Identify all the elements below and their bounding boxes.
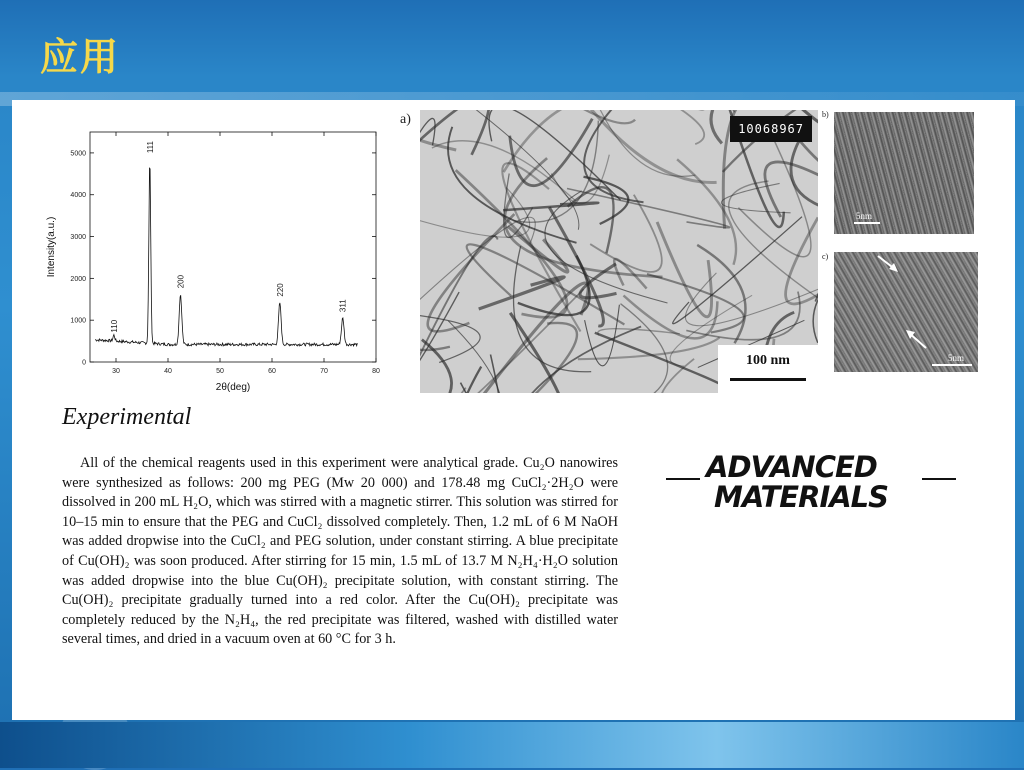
- experimental-body: All of the chemical reagents used in this experiment were analytical grade. Cu₂O nanowires were synthesized as follows: 200 mg PEG (Mw 20 000) and 178.48 mg CuCl₂·2H₂O were dissolved in 200 mL H₂O, which was stirred with a magnetic stirrer. This solution was stirred for 10–15 min to ensure that the PEG and CuCl₂ dissolved completely. Then, 1.2 mL of 6 M NaOH was added dropwise into the CuCl₂ and PEG solution, under constant stirring. A blue precipitate of Cu(OH)₂ was soon produced. After stirring for 15 min, 1.5 mL of 13.7 M N₂H₄·H₂O solution was added dropwise into the blue Cu(OH)₂ precipitate solution, with constant stirring. The Cu(OH)₂ precipitate gradually turned into a red color. After the Cu(OH)₂ precipitate was completely reduced by the N₂H₄, the red precipitate was filtered, washed with distilled water several times, and dried in a vacuum oven at 60 °C for 3 h.: [62, 455, 618, 648]
- slide-title: 应用: [40, 35, 121, 79]
- peak-label: 200: [176, 274, 186, 289]
- panel-a-label: a): [400, 112, 411, 127]
- plot-frame: [90, 132, 376, 362]
- nanowire-strand: [420, 292, 459, 383]
- hrtem-image-b: [834, 112, 974, 234]
- nanowire-strand: [512, 323, 577, 393]
- scale-bar-label: 100 nm: [746, 353, 790, 368]
- hr-c-scale-bar: [932, 364, 972, 366]
- footer-band: [0, 722, 1024, 768]
- logo-line-2: MATERIALS: [714, 480, 889, 514]
- nanowire-strand: [446, 289, 584, 393]
- tem-image-main: [420, 110, 818, 393]
- panel-b-label: b): [822, 110, 829, 119]
- peak-label: 111: [145, 141, 155, 154]
- hr-b-scale-label: 5nm: [856, 211, 873, 221]
- nanowire-strand: [573, 110, 704, 144]
- nanowire-strand: [461, 355, 503, 394]
- peak-label: 220: [275, 283, 285, 297]
- xrd-pattern-line: [95, 168, 357, 346]
- peak-labels: [110, 140, 348, 332]
- y-tick-label: 4000: [70, 192, 86, 200]
- x-tick-label: 60: [268, 368, 276, 375]
- x-tick-label: 40: [164, 368, 172, 375]
- peak-label: 110: [109, 319, 119, 333]
- logo-rule-right: [922, 478, 956, 480]
- nanowire-strand: [697, 245, 745, 343]
- x-tick-label: 50: [216, 368, 224, 375]
- scale-bar-box: [718, 345, 818, 393]
- y-tick-label: 2000: [70, 275, 86, 283]
- xrd-chart: [40, 112, 390, 404]
- advanced-materials-logo: [666, 450, 956, 514]
- y-tick-label: 5000: [70, 150, 86, 158]
- peak-label: 311: [338, 299, 348, 313]
- x-tick-label: 70: [320, 368, 328, 375]
- nanowire-strand: [420, 236, 498, 373]
- experimental-heading: Experimental: [62, 404, 192, 430]
- nanowire-strand: [510, 119, 593, 186]
- frame-id-label: 10068967: [730, 116, 812, 142]
- nanowire-strand: [677, 159, 736, 264]
- x-tick-label: 30: [112, 368, 120, 375]
- nanowire-strand: [815, 198, 818, 301]
- y-tick-label: 0: [82, 359, 86, 367]
- logo-line-1: ADVANCED: [706, 450, 877, 484]
- scale-bar: [730, 378, 806, 381]
- nanowire-strand: [791, 142, 818, 219]
- y-tick-label: 1000: [70, 317, 86, 325]
- panel-c-label: c): [822, 252, 829, 261]
- nanowire-strand: [420, 118, 435, 234]
- nanowire-strand: [578, 338, 720, 360]
- chart-axes: [90, 132, 376, 362]
- hr-b-scale-bar: [854, 222, 880, 224]
- hrtem-image-c: [834, 252, 978, 372]
- logo-rule-left: [666, 478, 700, 480]
- chart-ticks: [70, 132, 380, 375]
- hr-c-scale-label: 5nm: [947, 353, 964, 363]
- nanowire-strand: [813, 274, 818, 343]
- nanowire-strand: [738, 135, 811, 256]
- y-tick-label: 3000: [70, 234, 86, 242]
- x-axis-title: 2θ(deg): [215, 382, 251, 393]
- y-axis-title: Intensity(a.u.): [46, 216, 57, 278]
- x-tick-label: 80: [372, 368, 380, 375]
- nanowire-strand: [420, 110, 469, 150]
